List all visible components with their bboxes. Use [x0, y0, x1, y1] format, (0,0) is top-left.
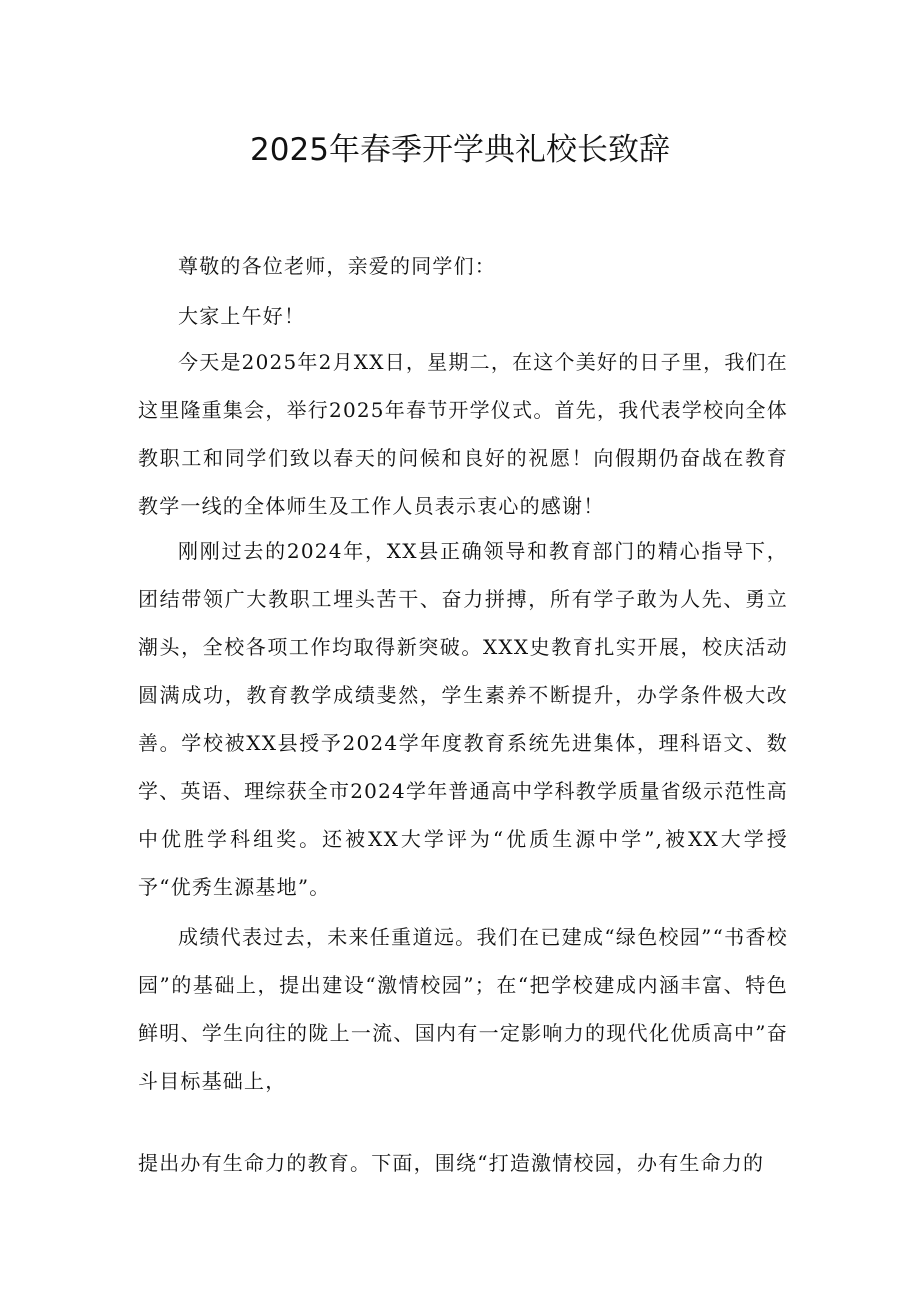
opening-block	[138, 338, 788, 530]
salutation-paragraph: 尊敬的各位老师，亲爱的同学们：	[178, 254, 496, 278]
document-title: 2025年春季开学典礼校长致辞	[250, 132, 670, 168]
continuation-paragraph: 提出办有生命力的教育。下面，围绕“打造激情校园，办有生命力的	[138, 1151, 765, 1175]
achievements-paragraph: 刚刚过去的2024年，XX县正确领导和教育部门的精心指导下，团结带领广大教职工埋头苦干、奋力拼搏，所有学子敢为人先、勇立潮头，全校各项工作均取得新突破。XXX史教育扎实开展，校庆活动圆满成功，教育教学成绩斐然，学生素养不断提升，办学条件极大改善。学校被XX县授予2024学年度教育系统先进集体，理科语文、数学、英语、理综获全市2024学年普通高中学科教学质量省级示范性高中优胜学科组奖。还被XX大学评为“优质生源中学”,被XX大学授予“优秀生源基地”。	[138, 539, 788, 899]
future-paragraph: 成绩代表过去，未来任重道远。我们在已建成“绿色校园”“书香校园”的基础上，提出建设“激情校园”；在“把学校建成内涵丰富、特色鲜明、学生向往的陇上一流、国内有一定影响力的现代化优质高中”奋斗目标基础上，	[138, 925, 788, 1093]
future-block	[138, 913, 788, 1105]
opening-paragraph: 今天是2025年2月XX日，星期二，在这个美好的日子里，我们在这里隆重集会，举行2025年春节开学仪式。首先，我代表学校向全体教职工和同学们致以春天的问候和良好的祝愿！向假期仍奋战在教育教学一线的全体师生及工作人员表示衷心的感谢！	[138, 350, 788, 518]
greeting-block	[138, 292, 788, 340]
continuation-block	[138, 1139, 788, 1187]
achievements-block	[138, 527, 788, 911]
salutation-block	[138, 242, 788, 290]
greeting-paragraph: 大家上午好！	[178, 304, 306, 328]
